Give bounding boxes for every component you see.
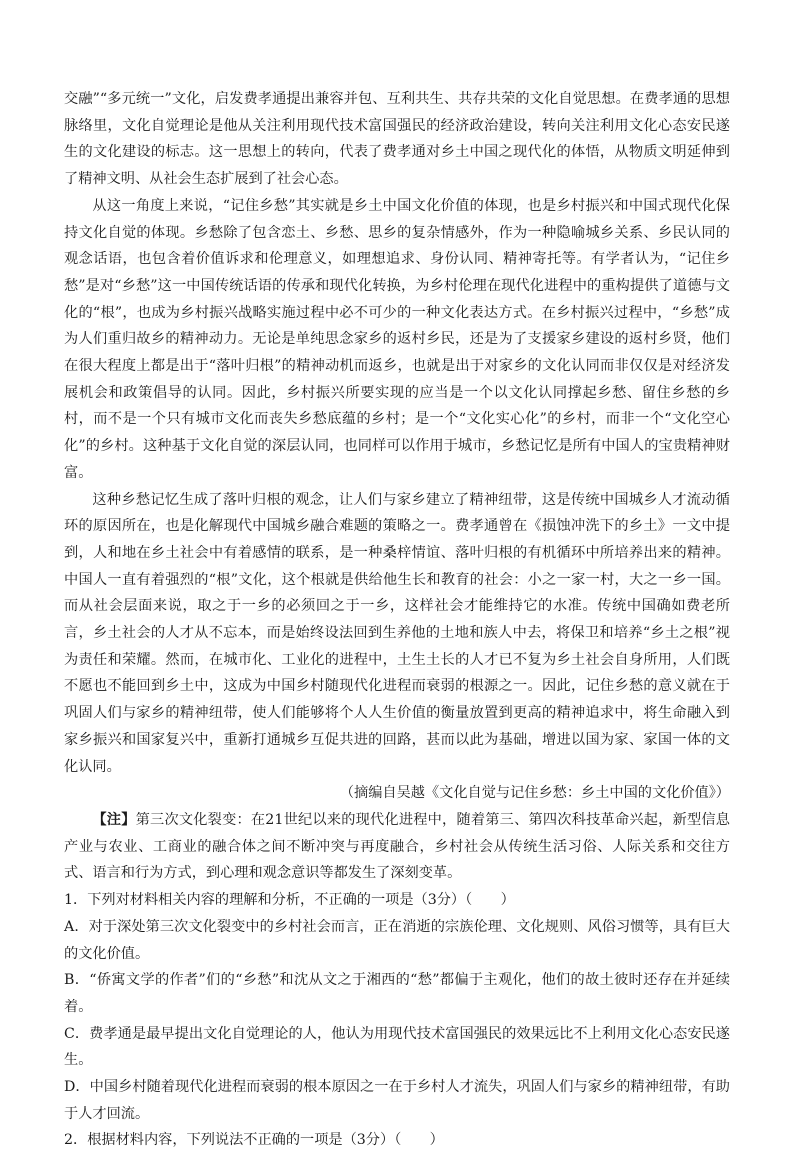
paragraph-2: 从这一角度上来说，“记住乡愁”其实就是乡土中国文化价值的体现，也是乡村振兴和中国式现代化保持文化自觉的体现。乡愁除了包含恋土、乡愁、思乡的复杂情感外，作为一种隐喻城乡关系、乡民认同的观念话语，也包含着价值诉求和伦理意义，如理想追求、身份认同、精神寄托等。有学者认为，“记住乡愁”是对“乡愁”这一中国传统话语的传承和现代化转换，为乡村伦理在现代化进程中的重构提供了道德与文化的“根”，也成为乡村振兴战略实施过程中必不可少的一种文化表达方式。在乡村振兴过程中，“乡愁”成为人们重归故乡的精神动力。无论是单纯思念家乡的返村乡民，还是为了支援家乡建设的返村乡贤，他们在很大程度上都是出于“落叶归根”的精神动机而返乡，也就是出于对家乡的文化认同而非仅仅是对经济发展机会和政策倡导的认同。因此，乡村振兴所要实现的应当是一个以文化认同撑起乡愁、留住乡愁的乡村，而不是一个只有城市文化而丧失乡愁底蕴的乡村；是一个“文化实心化”的乡村，而非一个“文化空心化”的乡村。这种基于文化自觉的深层认同，也同样可以作用于城市，乡愁记忆是所有中国人的宝贵精神财富。: [64, 197, 730, 481]
footnote-tag: 【注】: [92, 811, 136, 828]
source-citation: （摘编自吴越《文化自觉与记住乡愁：乡土中国的文化价值》）: [339, 785, 730, 802]
question-1-option-b: B．“侨寓文学的作者”们的“乡愁”和沈从文之于湘西的“愁”都偏于主观化，他们的故土彼时还存在并延续着。: [64, 972, 730, 1015]
paragraph-3: 这种乡愁记忆生成了落叶归根的观念，让人们与家乡建立了精神纽带，这是传统中国城乡人才流动循环的原因所在，也是化解现代中国城乡融合难题的策略之一。费孝通曾在《损蚀冲洗下的乡土》一文中提到，人和地在乡土社会中有着感情的联系，是一种桑梓情谊、落叶归根的有机循环中所培养出来的精神。中国人一直有着强烈的“根”文化，这个根就是供给他生长和教育的社会：小之一家一村，大之一乡一国。而从社会层面来说，取之于一乡的必须回之于一乡，这样社会才能维持它的水准。传统中国确如费老所言，乡土社会的人才从不忘本，而是始终设法回到生养他的土地和族人中去，将保卫和培养“乡土之根”视为责任和荣耀。然而，在城市化、工业化的进程中，土生土长的人才已不复为乡土社会自身所用，人们既不愿也不能回到乡土中，这成为中国乡村随现代化进程而衰弱的根源之一。因此，记住乡愁的意义就在于巩固人们与家乡的精神纽带，使人们能够将个人人生价值的衡量放置到更高的精神追求中，将生命融入到家乡振兴和国家复兴中，重新打通城乡互促共进的回路，甚而以此为基础，增进以国为家、家国一体的文化认同。: [64, 491, 730, 775]
paragraph-1: 交融”“多元统一”文化，启发费孝通提出兼容并包、互利共生、共存共荣的文化自觉思想。在费孝通的思想脉络里，文化自觉理论是他从关注利用现代技术富国强民的经济政治建设，转向关注利用文化心态安民遂生的文化建设的标志。这一思想上的转向，代表了费孝通对乡土中国之现代化的体悟，从物质文明延伸到了精神文明、从社会生态扩展到了社会心态。: [64, 91, 730, 188]
footnote-text: 第三次文化裂变：在21世纪以来的现代化进程中，随着第三、第四次科技革命兴起，新型信息产业与农业、工商业的融合体之间不断冲突与再度融合，乡村社会从传统生活习俗、人际关系和交往方式、语言和行为方式，到心理和观念意识等都发生了深刻变革。: [64, 811, 730, 882]
question-1-stem: 1．下列对材料相关内容的理解和分析，不正确的一项是（3分）（ ）: [64, 892, 515, 909]
footnote: [64, 807, 730, 887]
question-1-option-a: A．对于深处第三次文化裂变中的乡村社会而言，正在消逝的宗族伦理、文化规则、风俗习惯等，具有巨大的文化价值。: [64, 918, 730, 962]
question-2-stem: 2．根据材料内容，下列说法不正确的一项是（3分）（ ）: [64, 1132, 444, 1149]
document-page: [64, 86, 730, 1154]
question-1-option-d: D．中国乡村随着现代化进程而衰弱的根本原因之一在于乡村人才流失，巩固人们与家乡的精神纽带，有助于人才回流。: [64, 1079, 730, 1122]
question-1-option-c: C．费孝通是最早提出文化自觉理论的人，他认为用现代技术富国强民的效果远比不上利用文化心态安民遂生。: [64, 1025, 730, 1069]
